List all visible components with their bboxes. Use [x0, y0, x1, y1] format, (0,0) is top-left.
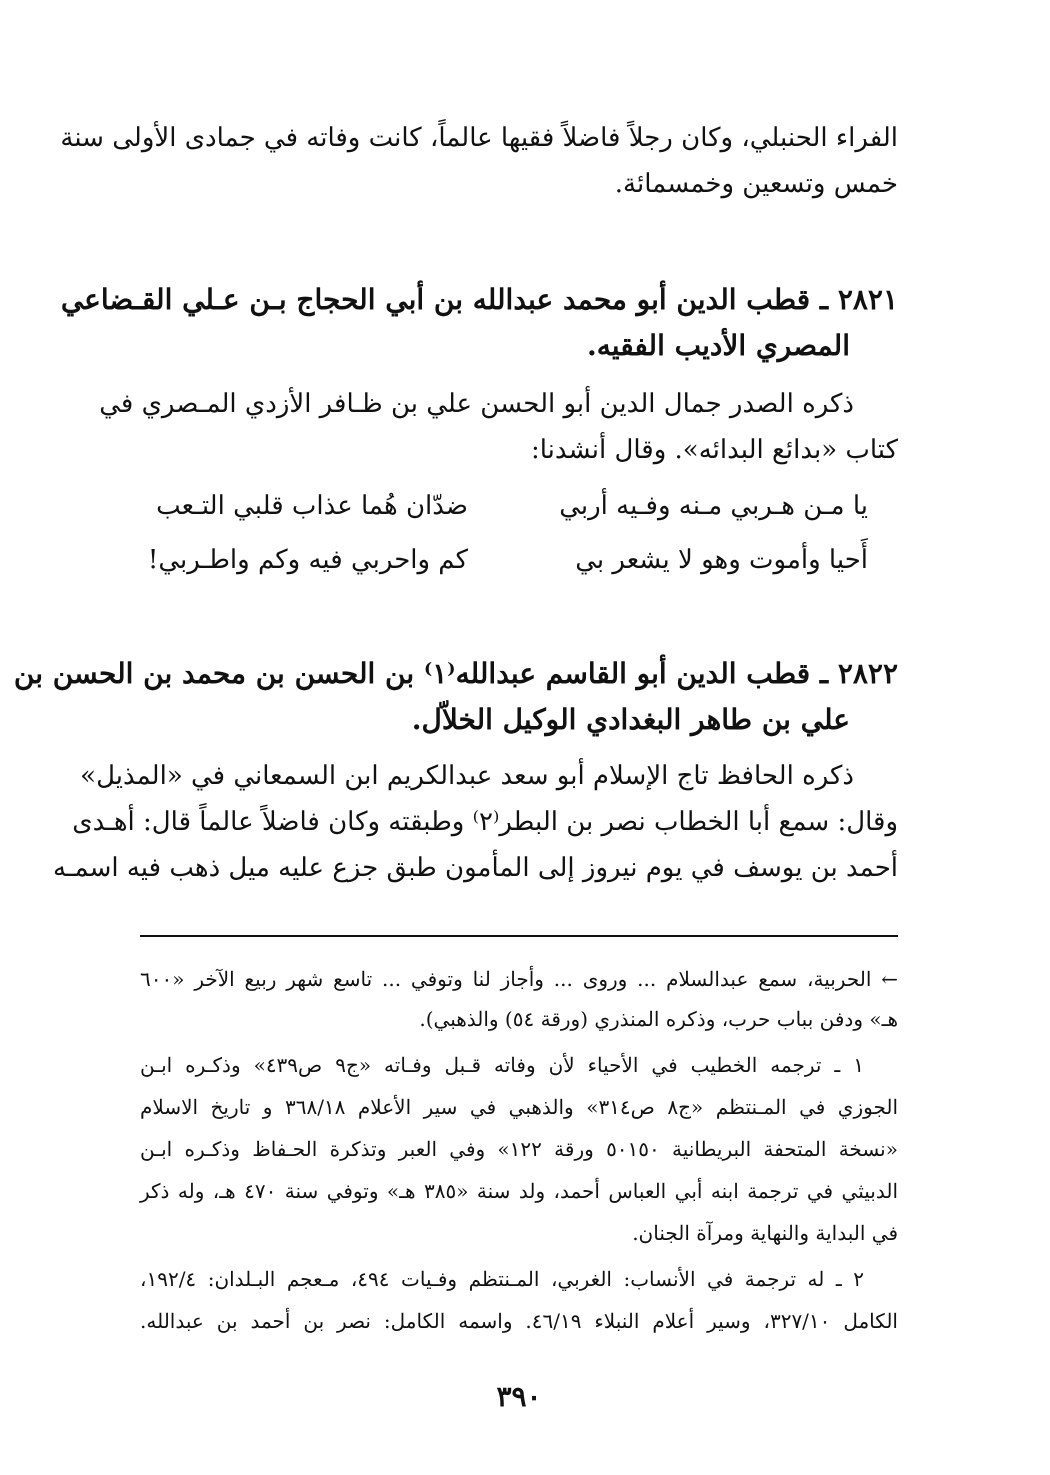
page-number: ٣٩٠ [496, 1380, 542, 1413]
entry-2821-heading: ٢٨٢١ ـ قطب الدين أبو محمد عبدالله بن أبي الحجاج بـن عـلي القـضاعي [60, 283, 898, 316]
entry-2821-text-cont: كتاب «بدائع البدائه». وقال أنشدنا: [531, 435, 898, 465]
footnote-1-line-4: الدبيثي في ترجمة ابنه أبي العباس أحمد، ولد سنة «٣٨٥ هـ» وتوفي سنة ٤٧٠ هـ، وله ذكر [140, 1179, 898, 1203]
poem-verse-1-second: ضدّان هُما عذاب قلبي التـعب [156, 491, 468, 521]
footnote-1-line-5: في البداية والنهاية ومرآة الجنان. [632, 1221, 898, 1245]
footnote-2-line-2: الكامل ٣٢٧/١٠، وسير أعلام النبلاء ٤٦/١٩. واسمه الكامل: نصر بن أحمد بن عبدالله. [140, 1309, 898, 1333]
entry-2822-heading-cont: علي بن طاهر البغدادي الوكيل الخلاّل. [411, 703, 850, 736]
entry-2821-text: ذكره الصدر جمال الدين أبو الحسن علي بن ظـافر الأزدي المـصري في [99, 389, 854, 419]
intro-line-1: الفراء الحنبلي، وكان رجلاً فاضلاً فقيها عالماً، كانت وفاته في جمادى الأولى سنة [60, 123, 898, 153]
entry-2822-text-2: وقال: سمع أبا الخطاب نصر بن البطر⁽٢⁾ وطبقته وكان فاضلاً عالماً قال: أهـدى [72, 807, 898, 837]
poem-verse-1-first: يا مـن هـربي مـنه وفـيه أربي [559, 491, 868, 521]
poem-verse-2-first: أَحيا وأموت وهو لا يشعر بي [575, 545, 868, 575]
entry-2821-heading-cont: المصري الأديب الفقيه. [587, 329, 850, 362]
footnote-separator [140, 935, 898, 937]
poem-verse-2-second: كم واحربي فيه وكم واطـربي! [147, 545, 468, 575]
footnote-1-line-2: الجوزي في المـنتظم «ج٨ ص٣١٤» والذهبي في سير الأعلام ٣٦٨/١٨ و تاريخ الاسلام [140, 1095, 899, 1119]
book-page [13, 0, 899, 1475]
footnote-1-line-3: «نسخة المتحفة البريطانية ٥٠١٥٠ ورقة ١٢٢» وفي العبر وتذكرة الحـفاظ وذكـره ابـن [140, 1137, 898, 1161]
footnote-2: ٢ ـ له ترجمة في الأنساب: الغربي، المـنتظم وفـيات ٤٩٤، مـعجم البـلدان: ١٩٢/٤، [140, 1267, 864, 1291]
footnote-continuation: ← الحربية، سمع عبدالسلام ... وروى ... وأجاز لنا وتوفي ... تاسع شهر ربيع الآخر «٦٠٠ [140, 967, 898, 991]
entry-2822-heading: ٢٨٢٢ ـ قطب الدين أبو القاسم عبدالله⁽١⁾ بن الحسن بن محمد بن الحسن بن [13, 657, 898, 690]
footnote-1: ١ ـ ترجمه الخطيب في الأحياء لأن وفاته قـبل وفـاته «ج٩ ص٤٣٩» وذكـره ابـن [140, 1053, 864, 1077]
entry-2822-text-3: أحمد بن يوسف في يوم نيروز إلى المأمون طبق جزع عليه ميل ذهب فيه اسمـه [53, 853, 898, 883]
intro-line-2: خمس وتسعين وخمسمائة. [614, 169, 898, 199]
footnote-continuation-2: هـ» ودفن بباب حرب، وذكره المنذري (ورقة ٥٤) والذهبي). [419, 1007, 898, 1031]
entry-2822-text: ذكره الحافظ تاج الإسلام أبو سعد عبدالكريم ابن السمعاني في «المذيل» [80, 761, 854, 791]
